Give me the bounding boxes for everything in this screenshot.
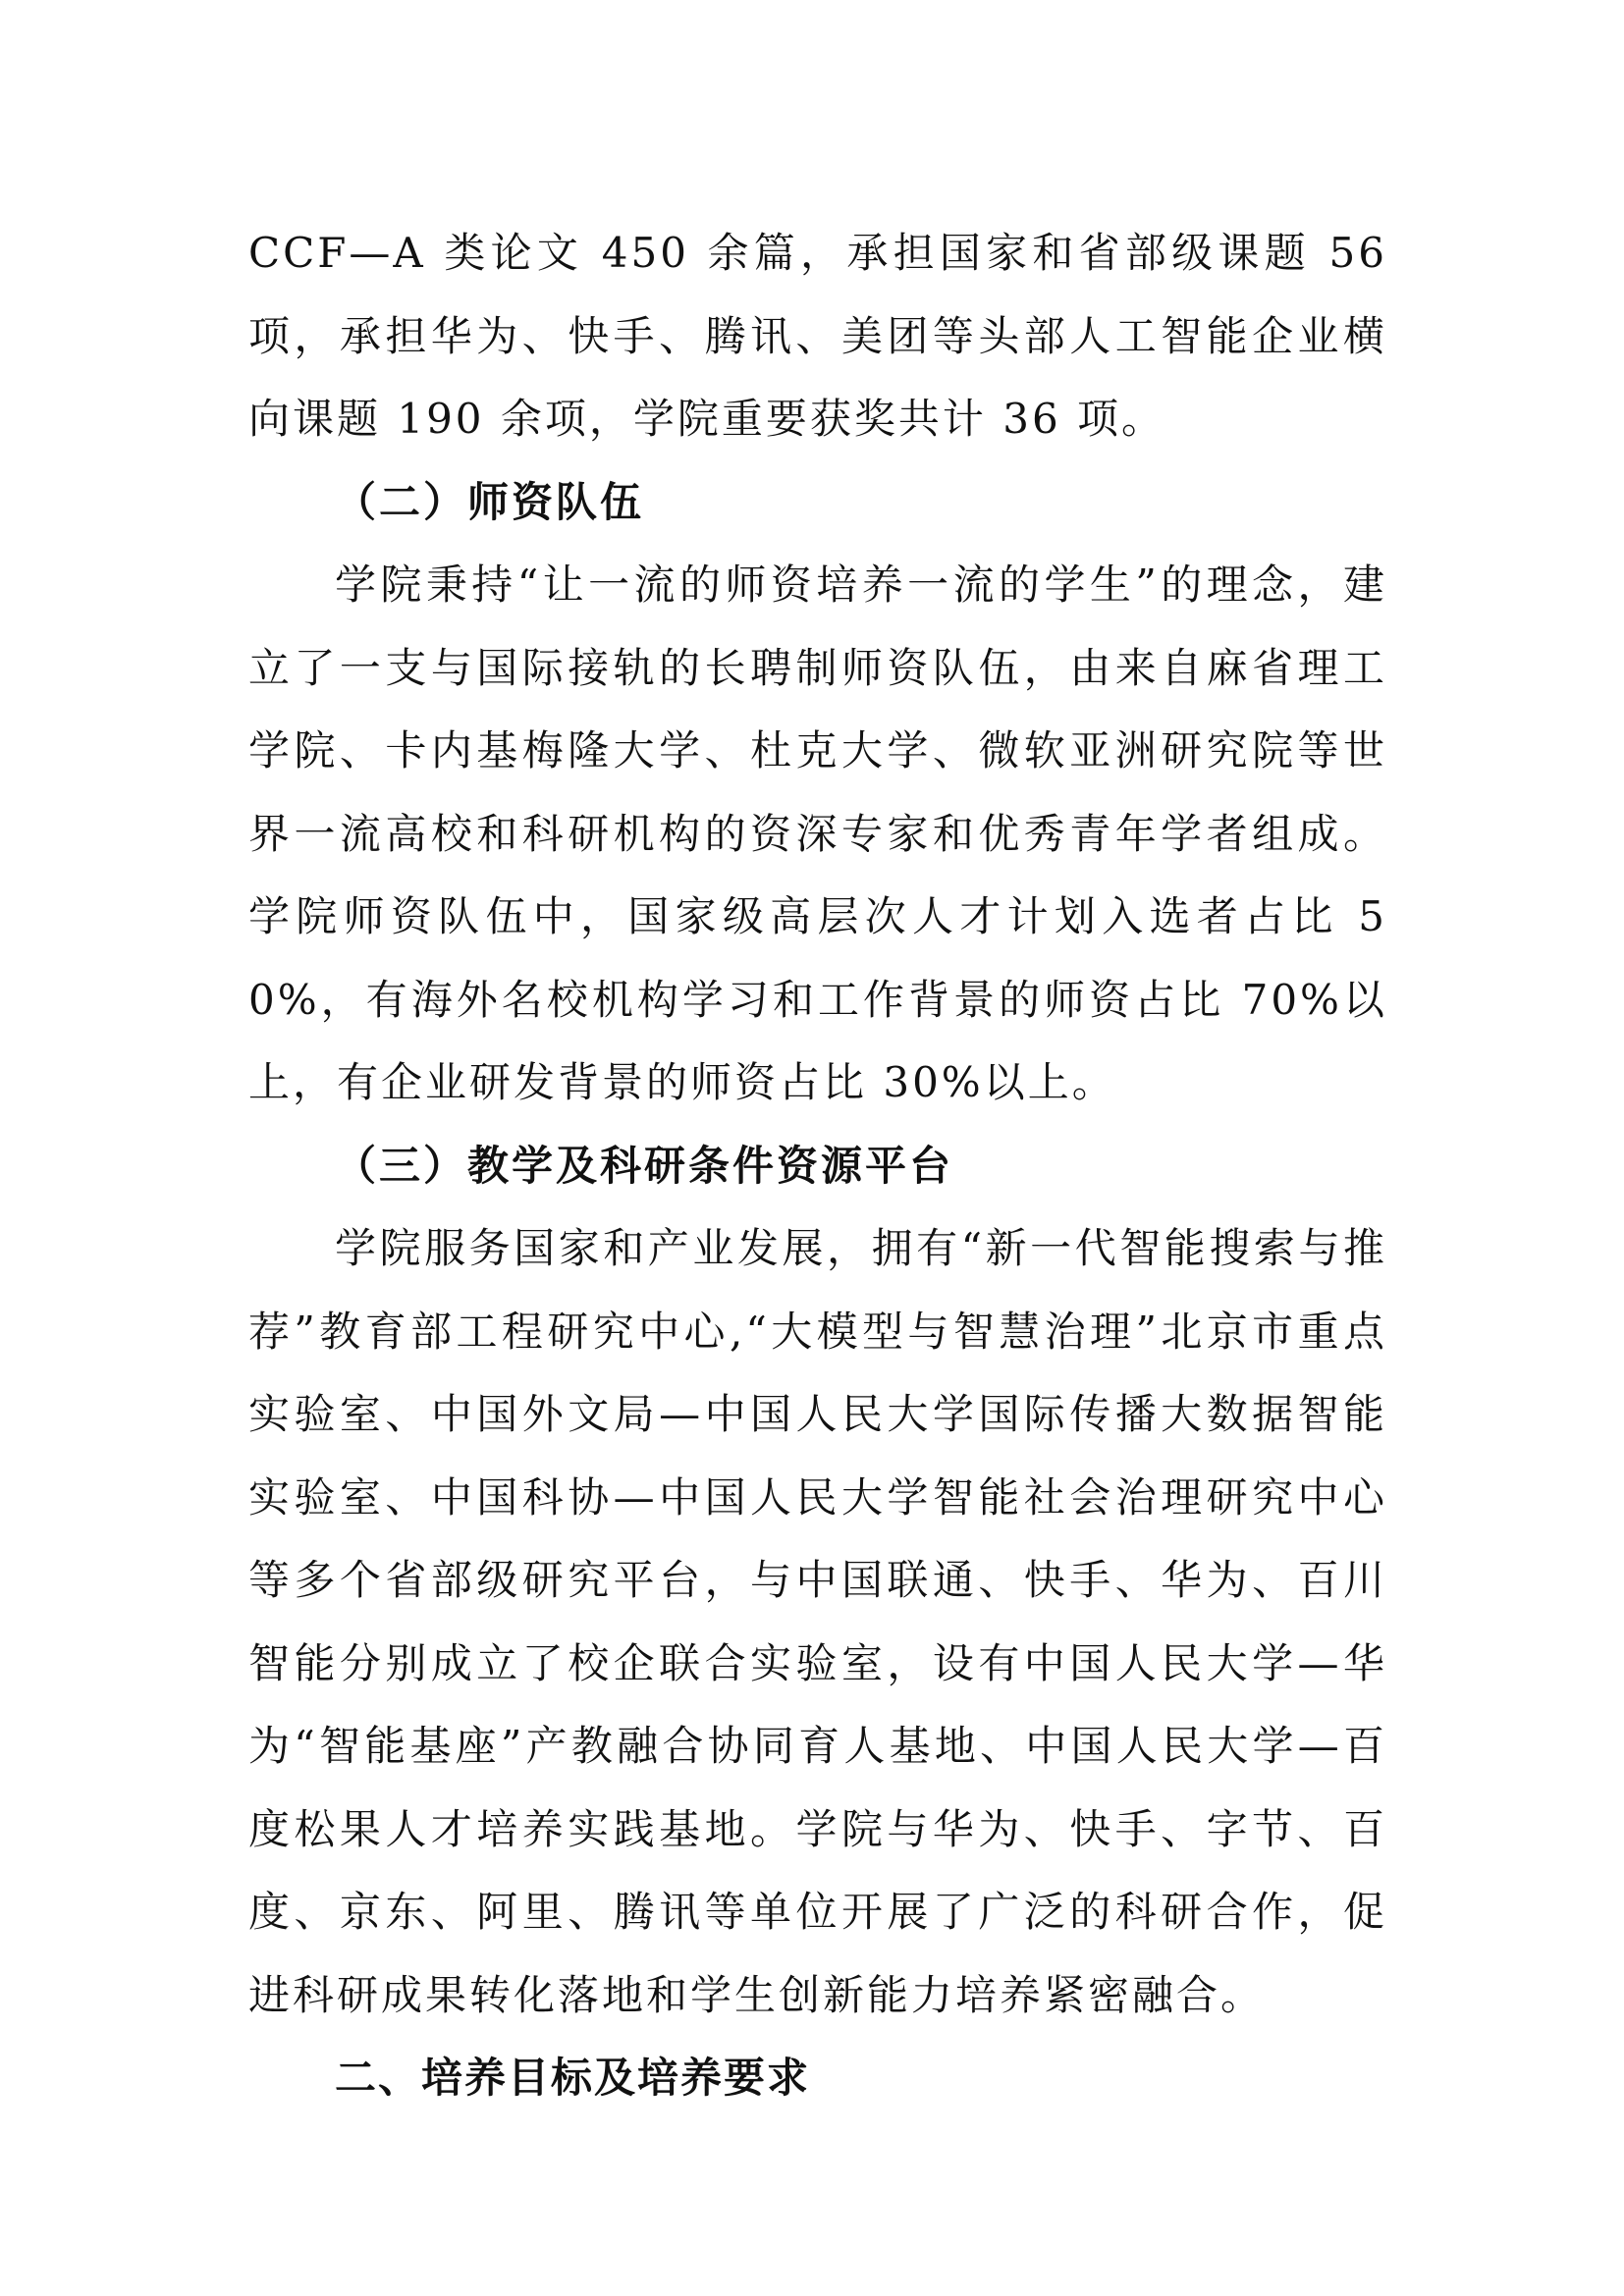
paragraph-teaching-research-platform: 学院服务国家和产业发展，拥有“新一代智能搜索与推荐”教育部工程研究中心,“大模型与智慧治理”北京市重点实验室、中国外文局—中国人民大学国际传播大数据智能实验室、中国科协—中国人民大学智能社会治理研究中心等多个省部级研究平台，与中国联通、快手、华为、百川智能分别成立了校企联合实验室，设有中国人民大学—华为“智能基座”产教融合协同育人基地、中国人民大学—百度松果人才培养实践基地。学院与华为、快手、字节、百度、京东、阿里、腾讯等单位开展了广泛的科研合作，促进科研成果转化落地和学生创新能力培养紧密融合。 [248,1224,1387,2019]
paragraph-research-output: CCF—A 类论文 450 余篇，承担国家和省部级课题 56 项，承担华为、快手、腾讯、美团等头部人工智能企业横向课题 190 余项，学院重要获奖共计 36 项。 [248,229,1387,443]
paragraph-faculty-team: 学院秉持“让一流的师资培养一流的学生”的理念，建立了一支与国际接轨的长聘制师资队伍，由来自麻省理工学院、卡内基梅隆大学、杜克大学、微软亚洲研究院等世界一流高校和科研机构的资深专家和优秀青年学者组成。学院师资队伍中，国家级高层次人才计划入选者占比 50%，有海外名校机构学习和工作背景的师资占比 70%以上，有企业研发背景的师资占比 30%以上。 [248,561,1387,1106]
heading-teaching-research-platform: （三）教学及科研条件资源平台 [335,1141,954,1190]
heading-section-two: 二、培养目标及培养要求 [335,2054,811,2102]
heading-faculty-team: （二）师资队伍 [335,477,645,526]
document-body [248,212,1387,2120]
